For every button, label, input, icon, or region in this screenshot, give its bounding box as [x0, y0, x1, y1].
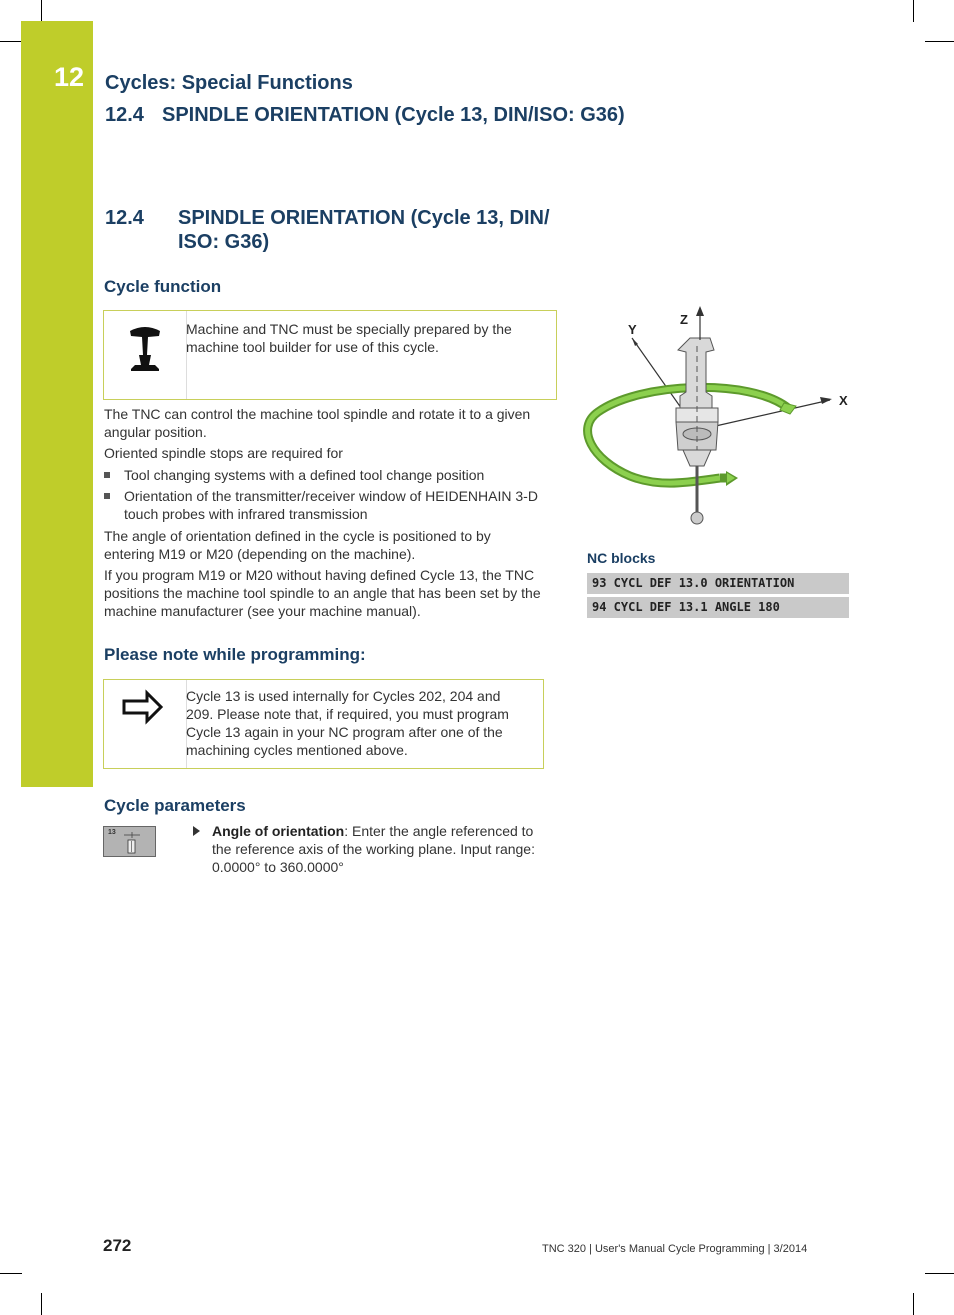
programming-note-heading: Please note while programming:: [104, 645, 366, 664]
cycle-13-label: 13: [108, 829, 116, 836]
machine-note-text: Machine and TNC must be specially prepared by the machine tool builder for use of this cycle.: [186, 321, 512, 355]
crop-mark: [925, 41, 954, 42]
chapter-number: 12: [54, 62, 85, 92]
spindle-key-icon: [120, 831, 144, 855]
crop-mark: [41, 1293, 42, 1315]
list-item: Orientation of the transmitter/receiver window of HEIDENHAIN 3-D touch probes with infrared transmission: [104, 487, 556, 523]
cycle-13-softkey-icon: [103, 826, 156, 857]
crop-mark: [913, 1293, 914, 1315]
axis-label-z: Z: [680, 312, 688, 327]
section-title-line2: ISO: G36): [178, 231, 270, 253]
running-section-title: SPINDLE ORIENTATION (Cycle 13, DIN/ISO: G36): [162, 104, 625, 126]
arrow-right-icon: [104, 680, 186, 768]
nc-block-row: 93 CYCL DEF 13.0 ORIENTATION: [587, 573, 849, 594]
nc-block-row: 94 CYCL DEF 13.1 ANGLE 180: [587, 597, 849, 618]
machine-note: [103, 310, 557, 400]
paragraph: The angle of orientation defined in the cycle is positioned to by entering M19 or M20 (depending on the machine).: [104, 528, 491, 562]
crop-mark: [41, 0, 42, 22]
paragraph: If you program M19 or M20 without having defined Cycle 13, the TNC positions the machine tool spindle to an angle that has been set by the machine manufacturer (see your machine manual).: [104, 567, 541, 619]
bullet-icon: [104, 472, 110, 478]
footer-text: TNC 320 | User's Manual Cycle Programming | 3/2014: [542, 1243, 808, 1255]
crop-mark: [925, 1273, 954, 1274]
parameter-description: : Enter the angle referenced to the reference axis of the working plane. Input range: 0.0000° to 360.0000°: [212, 823, 535, 875]
chapter-title: Cycles: Special Functions: [105, 72, 353, 94]
cycle-parameters-heading: Cycle parameters: [104, 796, 246, 815]
crop-mark: [0, 41, 22, 42]
list-item: Tool changing systems with a defined tool change position: [104, 466, 556, 484]
programming-note-text: Cycle 13 is used internally for Cycles 202, 204 and 209. Please note that, if required, you must program Cycle 13 again in your NC program after one of the machining cycles mentioned above.: [186, 688, 509, 758]
programming-note: [103, 679, 544, 769]
page-number: 272: [103, 1236, 132, 1255]
triangle-bullet-icon: [193, 826, 200, 836]
nc-blocks-label: NC blocks: [587, 550, 656, 566]
running-section-header: [105, 104, 625, 127]
crop-mark: [0, 1273, 22, 1274]
paragraph: The TNC can control the machine tool spindle and rotate it to a given angular position.: [104, 406, 531, 440]
paragraph: Oriented spindle stops are required for: [104, 445, 343, 461]
bullet-icon: [104, 493, 110, 499]
chapter-band: [21, 21, 93, 787]
section-title-line1: SPINDLE ORIENTATION (Cycle 13, DIN/: [178, 207, 550, 229]
running-section-number: 12.4: [105, 104, 144, 126]
axis-label-y: Y: [628, 322, 637, 337]
section-number: 12.4: [105, 207, 144, 229]
spindle-orientation-figure: [580, 300, 850, 530]
machine-manual-icon: [104, 311, 186, 399]
cycle-function-heading: Cycle function: [104, 277, 222, 296]
crop-mark: [913, 0, 914, 22]
parameter-name: Angle of orientation: [212, 823, 345, 839]
axis-label-x: X: [839, 393, 848, 408]
